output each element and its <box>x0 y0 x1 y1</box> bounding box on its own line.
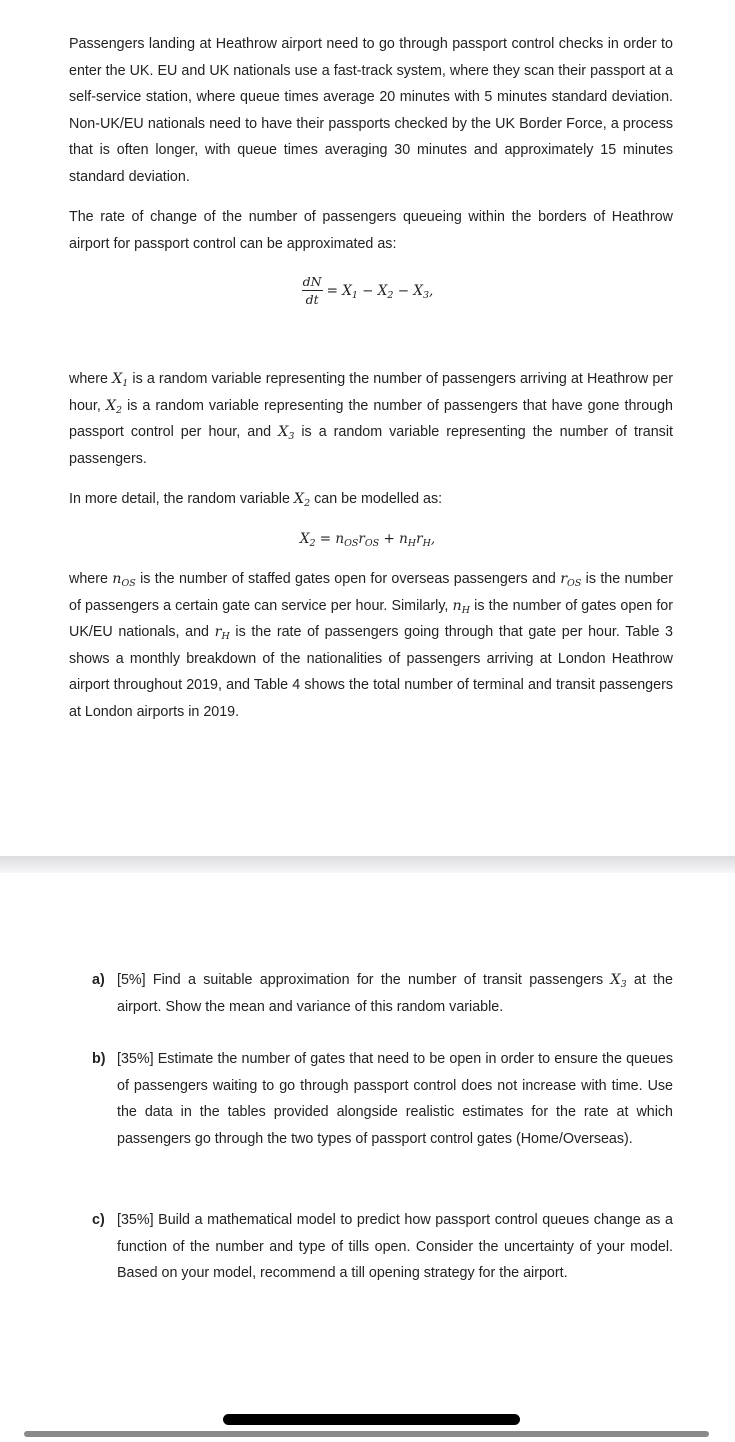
question-text: [35%] Build a mathematical model to predict how passport control queues change as a function of the number and type of tills open. Consider the uncertainty of your model. Based on your model, recommend a till opening strategy for the airport. <box>117 1212 673 1282</box>
text: is the rate of passengers going through that gate per hour. Table 3 shows a monthly breakdown of the nationalities of passengers arriving at London Heathrow airport throughout 2019, and Table 4 shows the total number of terminal and transit passengers at London airports in 2019. <box>69 624 673 720</box>
question-text: [35%] Estimate the number of gates that need to be open in order to ensure the queues of passengers waiting to go through passport control does not increase with time. Use the data in the tables provided alongside realistic estimates for the rate at which passengers go through the two types of passport control gates (Home/Overseas). <box>117 1051 673 1147</box>
text: is a random variable representing the number of transit passengers. <box>69 424 673 467</box>
text: where <box>69 371 113 387</box>
var-x1: X <box>112 371 123 387</box>
var-x2: X <box>293 491 305 507</box>
var-x3-sub: 3 <box>620 979 627 990</box>
var-r-h-sub: H <box>221 631 230 643</box>
question-a <box>92 967 673 1020</box>
eq-x1-sub: 1 <box>351 289 358 301</box>
model-intro-paragraph <box>69 486 673 513</box>
intro-paragraph: Passengers landing at Heathrow airport need to go through passport control checks in order to enter the UK. EU and UK nationals use a fast-track system, where they scan their passport at a self-service station, where queue times average 20 minutes with 5 minutes standard deviation. Non-UK/EU nationals need to have their passports checked by the UK Border Force, a process that is often longer, with queue times averaging 30 minutes and approximately 15 minutes standard deviation. <box>69 36 673 185</box>
var-r-os-sub: OS <box>567 578 582 589</box>
dn-dt-fraction <box>302 274 323 307</box>
var-n-h: n <box>452 597 462 614</box>
eq-lhs-sub: 2 <box>309 538 316 549</box>
var-x2: X <box>105 397 117 414</box>
var-r-h: r <box>214 624 222 641</box>
var-x1-sub: 1 <box>122 378 129 389</box>
var-n-h-sub: H <box>461 604 471 616</box>
question-text <box>117 967 673 1020</box>
text: is the number of passengers a certain gate can service per hour. Similarly, <box>69 571 673 614</box>
text: is a random variable representing the number of passengers that have gone through passport control per hour, and <box>69 397 673 441</box>
text: where <box>69 571 113 587</box>
eq-n-os-sub: OS <box>344 538 359 549</box>
eq-end: , <box>430 531 436 547</box>
gates-paragraph <box>69 566 673 726</box>
fraction-numerator: dN <box>302 274 322 289</box>
home-indicator[interactable] <box>223 1414 520 1425</box>
question-label: a) <box>92 972 105 988</box>
eq-plus: + <box>379 531 400 547</box>
var-n-os: n <box>112 571 122 587</box>
eq-n-os: n <box>335 531 345 547</box>
eq-equals: = <box>315 531 336 547</box>
eq-equals: = <box>326 282 343 299</box>
eq-minus: − <box>393 282 414 299</box>
var-x3: X <box>278 424 289 441</box>
eq-x2: X <box>377 282 388 299</box>
question-b <box>92 1046 673 1152</box>
eq-r-os: r <box>358 531 365 547</box>
text: In more detail, the random variable <box>69 491 294 507</box>
text: is a random variable representing the number of passengers arriving at Heathrow per hour, <box>69 371 673 414</box>
eq-minus: − <box>357 282 378 299</box>
question-c <box>92 1207 673 1287</box>
eq-r-h: r <box>416 531 423 547</box>
eq-n-h: n <box>399 531 408 547</box>
question-label: b) <box>92 1051 106 1067</box>
text: is the number of gates open for UK/EU nationals, and <box>69 597 674 641</box>
rate-intro-paragraph: The rate of change of the number of passengers queueing within the borders of Heathrow airport for passport control can be approximated as: <box>69 209 673 252</box>
eq-r-os-sub: OS <box>364 538 380 549</box>
var-r-os: r <box>560 571 568 587</box>
var-x2-sub: 2 <box>116 404 123 416</box>
eq-n-h-sub: H <box>407 538 417 549</box>
rate-equation <box>0 274 735 307</box>
var-x2-sub: 2 <box>304 498 311 509</box>
text: [5%] Find a suitable approximation for the number of transit passengers <box>117 972 611 988</box>
x2-equation <box>0 531 735 547</box>
var-n-os-sub: OS <box>121 578 136 589</box>
eq-x3: X <box>413 282 423 299</box>
text: at the airport. Show the mean and variance of this random variable. <box>117 972 673 1015</box>
eq-x3-sub: 3 <box>423 289 430 301</box>
text: is the number of staffed gates open for overseas passengers and <box>135 571 561 587</box>
eq-x1: X <box>342 282 352 299</box>
eq-lhs: X <box>299 531 310 547</box>
eq-r-h-sub: H <box>422 538 431 549</box>
eq-end: , <box>429 282 434 299</box>
var-x3-sub: 3 <box>288 431 295 443</box>
equation-rhs <box>327 283 434 299</box>
eq-x2-sub: 2 <box>387 289 394 301</box>
var-x3: X <box>610 972 621 988</box>
horizontal-scrollbar[interactable] <box>24 1431 709 1437</box>
question-label: c) <box>92 1212 105 1228</box>
text: can be modelled as: <box>310 491 443 507</box>
variables-paragraph <box>69 366 673 472</box>
fraction-denominator: dt <box>305 292 319 307</box>
page-divider <box>0 856 735 873</box>
